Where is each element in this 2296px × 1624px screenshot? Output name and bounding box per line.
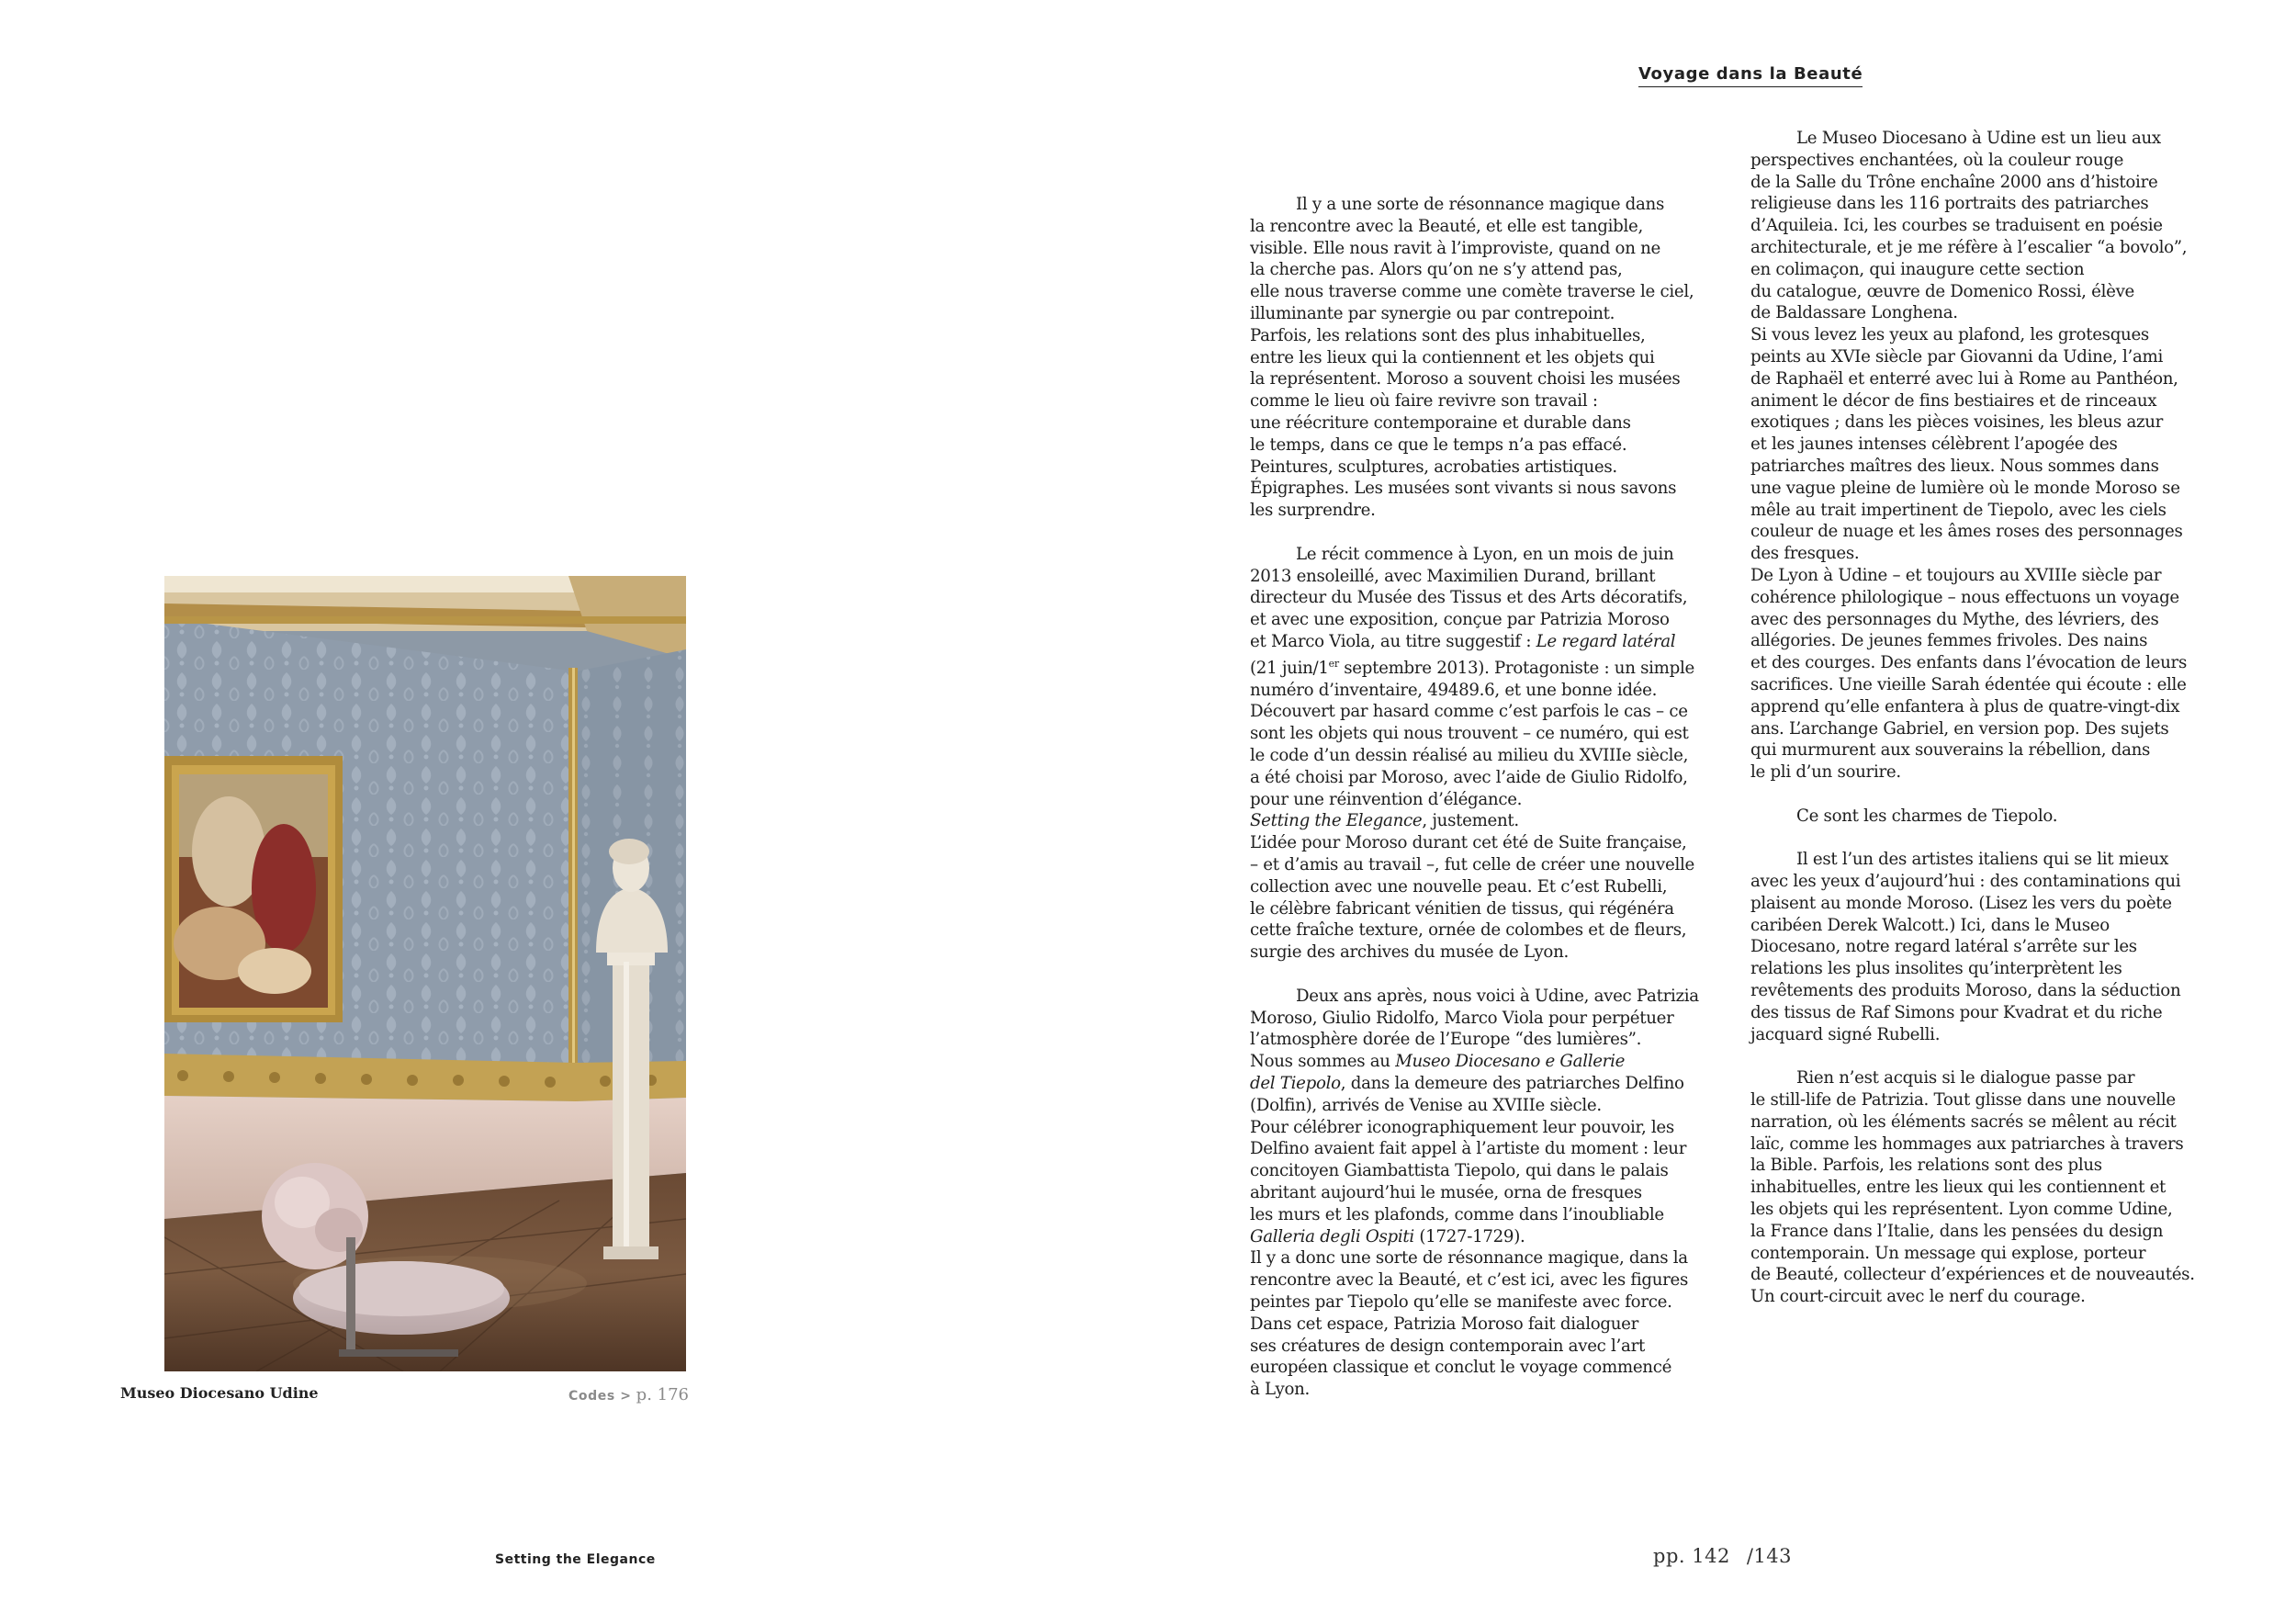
text-line: surgie des archives du musée de Lyon. — [1250, 942, 1569, 963]
page-number-right: /143 — [1746, 1545, 1792, 1567]
text-line: qui murmurent aux souverains la rébellion, dans — [1750, 740, 2151, 761]
text-line: contemporain. Un message qui explose, porteur — [1750, 1243, 2146, 1263]
text-line: cette fraîche texture, ornée de colombes et de fleurs, — [1250, 920, 1687, 941]
text-line: Le Museo Diocesano à Udine est un lieu aux — [1796, 129, 2161, 148]
text-line: entre les lieux qui la contiennent et les objets qui — [1250, 347, 1655, 367]
text-run: et Marco Viola, au titre suggestif : — [1250, 631, 1536, 651]
text-line — [1250, 1073, 1746, 1095]
text-line: animent le décor de fins bestiaires et de rinceaux — [1750, 390, 2157, 411]
text-line: le still-life de Patrizia. Tout glisse dans une nouvelle — [1750, 1090, 2176, 1111]
superscript: er — [1328, 657, 1339, 670]
text-line: les surprendre. — [1250, 501, 1376, 521]
text-line: Il y a donc une sorte de résonnance magique, dans la — [1250, 1248, 1688, 1269]
text-line: concitoyen Giambattista Tiepolo, qui dans le palais — [1250, 1161, 1669, 1181]
footer-title: Setting the Elegance — [495, 1552, 656, 1567]
paragraph — [1750, 128, 2246, 150]
text-line: inhabituelles, entre les lieux qui les contiennent et — [1750, 1178, 2167, 1198]
text-line: pour une réinvention d’élégance. — [1250, 789, 1523, 809]
text-line: relations les plus insolites qu’interprètent les — [1750, 959, 2122, 979]
text-line: une réécriture contemporaine et durable dans — [1250, 412, 1631, 433]
museum-photo — [164, 576, 686, 1371]
text-line: la Bible. Parfois, les relations sont des plus — [1750, 1156, 2102, 1176]
text-line: Un court-circuit avec le nerf du courage. — [1750, 1287, 2086, 1307]
text-line: sacrifices. Une vieille Sarah édentée qui écoute : elle — [1750, 674, 2187, 694]
collection-title: Setting the Elegance — [1250, 811, 1423, 831]
codes-reference[interactable] — [568, 1385, 689, 1404]
text-line: jacquard signé Rubelli. — [1750, 1024, 1941, 1044]
text-line: 2013 ensoleillé, avec Maximilien Durand, brillant — [1250, 566, 1656, 586]
text-line: ses créatures de design contemporain avec l’art — [1250, 1336, 1645, 1356]
text-line: la France dans l’Italie, dans les pensées du design — [1750, 1221, 2164, 1241]
text-line: mêle au trait impertinent de Tiepolo, avec les ciels — [1750, 500, 2167, 520]
text-line — [1250, 1226, 1746, 1248]
text-line: de Beauté, collecteur d’expériences et de nouveautés. — [1750, 1265, 2195, 1285]
text-line: le célèbre fabricant vénitien de tissus, qui régénéra — [1250, 898, 1674, 919]
text-line: européen classique et conclut le voyage commencé — [1250, 1358, 1672, 1378]
text-line: le temps, dans ce que le temps n’a pas effacé. — [1250, 434, 1627, 455]
text-line: Découvert par hasard comme c’est parfois le cas – ce — [1250, 702, 1688, 722]
text-line: couleur de nuage et les âmes roses des personnages — [1750, 522, 2183, 542]
text-line: sont les objets qui nous trouvent – ce numéro, qui est — [1250, 724, 1689, 744]
text-line: Dans cet espace, Patrizia Moroso fait dialoguer — [1250, 1314, 1639, 1334]
text-line: illuminante par synergie ou par contrepoint. — [1250, 303, 1615, 323]
text-line: Épigraphes. Les musées sont vivants si nous savons — [1250, 479, 1677, 499]
text-line: la cherche pas. Alors qu’on ne s’y attend pas, — [1250, 260, 1623, 280]
text-line: du catalogue, œuvre de Domenico Rossi, élève — [1750, 281, 2135, 301]
page-number-left: pp. 142 — [1653, 1545, 1730, 1567]
paragraph — [1750, 806, 2246, 828]
text-line: et les jaunes intenses célèbrent l’apogée des — [1750, 434, 2118, 455]
paragraph — [1750, 1089, 2246, 1308]
section-title: Voyage dans la Beauté — [1638, 64, 1863, 87]
paragraph — [1250, 216, 1746, 522]
text-line: visible. Elle nous ravit à l’improviste, quand on ne — [1250, 238, 1660, 258]
codes-label: Codes > — [568, 1389, 632, 1404]
text-line: la représentent. Moroso a souvent choisi les musées — [1250, 369, 1681, 389]
paragraph — [1250, 194, 1746, 216]
text-line: laïc, comme les hommages aux patriarches à travers — [1750, 1133, 2184, 1154]
text-line: Delfino avaient fait appel à l’artiste du moment : leur — [1250, 1139, 1687, 1159]
text-line: le pli d’un sourire. — [1750, 762, 1901, 783]
text-run: , dans la demeure des patriarches Delfino — [1340, 1073, 1684, 1093]
text-line: Le récit commence à Lyon, en un mois de juin — [1296, 544, 1674, 564]
text-line: avec des personnages du Mythe, des lévriers, des — [1750, 609, 2159, 629]
text-line: apprend qu’elle enfantera à plus de quatre-vingt-dix — [1750, 696, 2180, 716]
text-line: l’atmosphère dorée de l’Europe “des lumières”. — [1250, 1030, 1642, 1050]
text-line: avec les yeux d’aujourd’hui : des contaminations qui — [1750, 872, 2181, 892]
gallery-name: Galleria degli Ospiti — [1250, 1226, 1414, 1246]
text-line: abritant aujourd’hui le musée, orna de fresques — [1250, 1182, 1642, 1202]
text-line: Diocesano, notre regard latéral s’arrête sur les — [1750, 937, 2137, 957]
paragraph — [1250, 566, 1746, 964]
photo-caption: Museo Diocesano Udine — [120, 1384, 319, 1402]
text-line: les objets qui les représentent. Lyon comme Udine, — [1750, 1200, 2173, 1220]
text-line: caribéen Derek Walcott.) Ici, dans le Museo — [1750, 915, 2110, 935]
text-line: revêtements des produits Moroso, dans la séduction — [1750, 981, 2181, 1001]
text-line: le code d’un dessin réalisé au milieu du XVIIIe siècle, — [1250, 745, 1689, 765]
paragraph — [1250, 544, 1746, 566]
paragraph — [1750, 871, 2246, 1045]
paragraph — [1750, 150, 2246, 784]
text-line: Pour célébrer iconographiquement leur pouvoir, les — [1250, 1117, 1674, 1137]
text-line: plaisent au monde Moroso. (Lisez les vers du poète — [1750, 893, 2172, 913]
text-line: elle nous traverse comme une comète traverse le ciel, — [1250, 282, 1694, 302]
text-line: perspectives enchantées, où la couleur rouge — [1750, 150, 2124, 170]
text-line: rencontre avec la Beauté, et c’est ici, avec les figures — [1250, 1270, 1689, 1291]
text-line: la rencontre avec la Beauté, et elle est tangible, — [1250, 216, 1643, 236]
page-numbers — [1653, 1545, 1792, 1567]
text-line: de la Salle du Trône enchaîne 2000 ans d’histoire — [1750, 172, 2158, 192]
text-line — [1250, 810, 1746, 832]
text-line: Parfois, les relations sont des plus inhabituelles, — [1250, 325, 1646, 345]
text-line: les murs et les plafonds, comme dans l’inoubliable — [1250, 1204, 1664, 1224]
text-line: Si vous levez les yeux au plafond, les grotesques — [1750, 325, 2149, 345]
text-line: architecturale, et je me réfère à l’escalier “a bovolo”, — [1750, 237, 2188, 257]
exhibition-title: Le regard latéral — [1536, 631, 1676, 651]
text-line: comme le lieu où faire revivre son travail : — [1250, 391, 1598, 412]
text-line: collection avec une nouvelle peau. Et c’est Rubelli, — [1250, 876, 1668, 897]
text-line: directeur du Musée des Tissus et des Arts décoratifs, — [1250, 588, 1688, 608]
text-line: en colimaçon, qui inaugure cette section — [1750, 259, 2085, 279]
text-line: Il est l’un des artistes italiens qui se lit mieux — [1796, 850, 2169, 870]
text-line — [1250, 631, 1746, 653]
text-line: d’Aquileia. Ici, les courbes se traduisent en poésie — [1750, 216, 2163, 236]
text-line: (Dolfin), arrivés de Venise au XVIIIe siècle. — [1250, 1095, 1602, 1115]
text-run: Nous sommes au — [1250, 1052, 1396, 1072]
text-line: à Lyon. — [1250, 1380, 1311, 1400]
text-column-2 — [1750, 128, 2246, 1308]
text-line: allégories. De jeunes femmes frivoles. Des nains — [1750, 631, 2148, 651]
paragraph — [1250, 986, 1746, 1008]
text-line: a été choisi par Moroso, avec l’aide de Giulio Ridolfo, — [1250, 767, 1688, 787]
paragraph — [1750, 1067, 2246, 1089]
text-column-1 — [1250, 194, 1746, 1401]
museum-photo-illustration — [164, 576, 686, 1371]
text-line: des tissus de Raf Simons pour Kvadrat et du riche — [1750, 1002, 2163, 1022]
museum-name: Museo Diocesano e Gallerie — [1395, 1052, 1626, 1072]
text-line: exotiques ; dans les pièces voisines, les bleus azur — [1750, 412, 2164, 433]
text-line: numéro d’inventaire, 49489.6, et une bonne idée. — [1250, 680, 1658, 700]
text-line: peintes par Tiepolo qu’elle se manifeste avec force. — [1250, 1291, 1672, 1312]
text-line: ans. L’archange Gabriel, en version pop. Des sujets — [1750, 718, 2169, 739]
text-line: de Baldassare Longhena. — [1750, 303, 1958, 323]
text-line: cohérence philologique – nous effectuons un voyage — [1750, 587, 2179, 607]
paragraph — [1250, 1008, 1746, 1401]
text-line — [1250, 653, 1746, 680]
text-line: peints au XVIe siècle par Giovanni da Udine, l’ami — [1750, 346, 2163, 367]
text-run: (1727-1729). — [1413, 1226, 1525, 1246]
text-line — [1250, 1051, 1746, 1073]
text-line: – et d’amis au travail –, fut celle de créer une nouvelle — [1250, 854, 1694, 874]
text-line: L’idée pour Moroso durant cet été de Suite française, — [1250, 833, 1687, 853]
text-line: narration, où les éléments sacrés se mêlent au récit — [1750, 1111, 2177, 1132]
text-line: Peintures, sculptures, acrobaties artistiques. — [1250, 457, 1617, 477]
text-line: patriarches maîtres des lieux. Nous sommes dans — [1750, 456, 2159, 476]
text-line: une vague pleine de lumière où le monde Moroso se — [1750, 478, 2180, 498]
paragraph — [1750, 849, 2246, 871]
text-line: religieuse dans les 116 portraits des patriarches — [1750, 194, 2149, 214]
text-run: , justement. — [1422, 811, 1519, 831]
text-line: de Raphaël et enterré avec lui à Rome au Panthéon, — [1750, 368, 2178, 389]
text-line: Ce sont les charmes de Tiepolo. — [1796, 806, 2058, 826]
codes-page: p. 176 — [636, 1385, 689, 1404]
text-line: et avec une exposition, conçue par Patrizia Moroso — [1250, 610, 1670, 630]
text-line: et des courges. Des enfants dans l’évocation de leurs — [1750, 653, 2187, 673]
text-run: septembre 2013). Protagoniste : un simple — [1338, 658, 1694, 678]
text-run: (21 juin/1 — [1250, 658, 1329, 678]
text-line: Moroso, Giulio Ridolfo, Marco Viola pour perpétuer — [1250, 1008, 1674, 1028]
text-line: des fresques. — [1750, 544, 1860, 564]
text-line: De Lyon à Udine – et toujours au XVIIIe siècle par — [1750, 565, 2162, 585]
museum-name: del Tiepolo — [1250, 1073, 1341, 1093]
text-line: Deux ans après, nous voici à Udine, avec Patrizia — [1296, 986, 1699, 1006]
text-line: Rien n’est acquis si le dialogue passe par — [1796, 1068, 2135, 1088]
text-line: Il y a une sorte de résonnance magique dans — [1296, 195, 1664, 214]
